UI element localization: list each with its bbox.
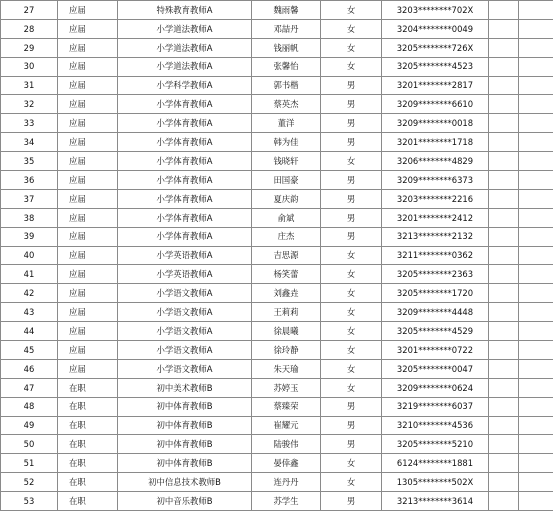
id-number-cell: 3211********0362: [382, 246, 489, 265]
table-row: [1, 322, 553, 341]
blank-cell: [489, 1, 519, 20]
id-number-cell: 3201********2412: [382, 208, 489, 227]
status-cell: 在职: [58, 454, 118, 473]
gender-cell: 女: [321, 322, 382, 341]
gender-cell: 女: [321, 341, 382, 360]
seq-cell: 47: [1, 378, 58, 397]
id-number-cell: 3209********4448: [382, 303, 489, 322]
table-row: [1, 416, 553, 435]
table-row: [1, 133, 553, 152]
status-cell: 应届: [58, 76, 118, 95]
seq-cell: 34: [1, 133, 58, 152]
status-cell: 应届: [58, 227, 118, 246]
position-cell: 小学英语教师A: [118, 246, 252, 265]
blank-cell: [519, 359, 553, 378]
name-cell: 晏倖鑫: [252, 454, 321, 473]
id-number-cell: 3201********1718: [382, 133, 489, 152]
blank-cell: [519, 171, 553, 190]
id-number-cell: 3213********3614: [382, 492, 489, 511]
status-cell: 在职: [58, 378, 118, 397]
blank-cell: [519, 57, 553, 76]
blank-cell: [489, 416, 519, 435]
table-row: [1, 492, 553, 511]
gender-cell: 男: [321, 397, 382, 416]
id-number-cell: 3205********0047: [382, 359, 489, 378]
id-number-cell: 3201********0722: [382, 341, 489, 360]
blank-cell: [519, 19, 553, 38]
blank-cell: [489, 76, 519, 95]
gender-cell: 男: [321, 189, 382, 208]
table-row: [1, 227, 553, 246]
gender-cell: 男: [321, 171, 382, 190]
gender-cell: 女: [321, 19, 382, 38]
status-cell: 应届: [58, 95, 118, 114]
blank-cell: [519, 1, 553, 20]
gender-cell: 男: [321, 95, 382, 114]
name-cell: 吉思源: [252, 246, 321, 265]
table-row: [1, 435, 553, 454]
position-cell: 小学道法教师A: [118, 57, 252, 76]
seq-cell: 41: [1, 265, 58, 284]
seq-cell: 27: [1, 1, 58, 20]
gender-cell: 女: [321, 284, 382, 303]
blank-cell: [489, 397, 519, 416]
name-cell: 蔡臻荣: [252, 397, 321, 416]
blank-cell: [519, 76, 553, 95]
id-number-cell: 3201********2817: [382, 76, 489, 95]
seq-cell: 32: [1, 95, 58, 114]
blank-cell: [489, 284, 519, 303]
table-row: [1, 57, 553, 76]
table-row: [1, 359, 553, 378]
position-cell: 初中体育教师B: [118, 454, 252, 473]
table-row: [1, 473, 553, 492]
status-cell: 应届: [58, 19, 118, 38]
status-cell: 应届: [58, 152, 118, 171]
table-row: [1, 246, 553, 265]
blank-cell: [489, 359, 519, 378]
status-cell: 应届: [58, 1, 118, 20]
name-cell: 张馨怡: [252, 57, 321, 76]
seq-cell: 37: [1, 189, 58, 208]
name-cell: 王莉莉: [252, 303, 321, 322]
position-cell: 小学体育教师A: [118, 227, 252, 246]
gender-cell: 女: [321, 38, 382, 57]
status-cell: 应届: [58, 189, 118, 208]
table-body: [1, 1, 553, 511]
name-cell: 田国豪: [252, 171, 321, 190]
table-row: [1, 38, 553, 57]
gender-cell: 女: [321, 473, 382, 492]
position-cell: 特殊教育教师A: [118, 1, 252, 20]
id-number-cell: 3205********1720: [382, 284, 489, 303]
name-cell: 陆骏伟: [252, 435, 321, 454]
id-number-cell: 3204********0049: [382, 19, 489, 38]
status-cell: 应届: [58, 133, 118, 152]
seq-cell: 33: [1, 114, 58, 133]
gender-cell: 男: [321, 492, 382, 511]
name-cell: 钱丽帆: [252, 38, 321, 57]
blank-cell: [519, 303, 553, 322]
status-cell: 在职: [58, 397, 118, 416]
blank-cell: [489, 95, 519, 114]
blank-cell: [489, 227, 519, 246]
position-cell: 初中体育教师B: [118, 435, 252, 454]
gender-cell: 女: [321, 265, 382, 284]
name-cell: 苏学生: [252, 492, 321, 511]
status-cell: 在职: [58, 416, 118, 435]
blank-cell: [519, 416, 553, 435]
seq-cell: 48: [1, 397, 58, 416]
table-row: [1, 397, 553, 416]
position-cell: 小学语文教师A: [118, 303, 252, 322]
id-number-cell: 3209********0018: [382, 114, 489, 133]
name-cell: 朱天瑜: [252, 359, 321, 378]
blank-cell: [489, 341, 519, 360]
status-cell: 应届: [58, 322, 118, 341]
position-cell: 小学体育教师A: [118, 171, 252, 190]
gender-cell: 女: [321, 152, 382, 171]
gender-cell: 男: [321, 416, 382, 435]
id-number-cell: 3206********4829: [382, 152, 489, 171]
seq-cell: 51: [1, 454, 58, 473]
blank-cell: [519, 435, 553, 454]
blank-cell: [519, 208, 553, 227]
name-cell: 庄杰: [252, 227, 321, 246]
name-cell: 苏婷玉: [252, 378, 321, 397]
table-row: [1, 152, 553, 171]
blank-cell: [519, 378, 553, 397]
blank-cell: [489, 492, 519, 511]
position-cell: 初中美术教师B: [118, 378, 252, 397]
position-cell: 初中体育教师B: [118, 397, 252, 416]
status-cell: 应届: [58, 265, 118, 284]
position-cell: 初中信息技术教师B: [118, 473, 252, 492]
table-row: [1, 378, 553, 397]
status-cell: 应届: [58, 57, 118, 76]
status-cell: 应届: [58, 38, 118, 57]
gender-cell: 男: [321, 208, 382, 227]
gender-cell: 女: [321, 303, 382, 322]
id-number-cell: 3209********0624: [382, 378, 489, 397]
gender-cell: 女: [321, 378, 382, 397]
id-number-cell: 3203********702X: [382, 1, 489, 20]
seq-cell: 43: [1, 303, 58, 322]
gender-cell: 男: [321, 114, 382, 133]
table-row: [1, 341, 553, 360]
id-number-cell: 3205********4529: [382, 322, 489, 341]
blank-cell: [519, 473, 553, 492]
table-row: [1, 95, 553, 114]
blank-cell: [519, 246, 553, 265]
blank-cell: [519, 227, 553, 246]
position-cell: 初中体育教师B: [118, 416, 252, 435]
name-cell: 钱晓轩: [252, 152, 321, 171]
status-cell: 在职: [58, 473, 118, 492]
seq-cell: 45: [1, 341, 58, 360]
gender-cell: 女: [321, 246, 382, 265]
name-cell: 郭书楷: [252, 76, 321, 95]
id-number-cell: 3213********2132: [382, 227, 489, 246]
blank-cell: [489, 322, 519, 341]
status-cell: 应届: [58, 359, 118, 378]
position-cell: 小学语文教师A: [118, 359, 252, 378]
position-cell: 小学体育教师A: [118, 189, 252, 208]
blank-cell: [489, 246, 519, 265]
position-cell: 小学英语教师A: [118, 265, 252, 284]
gender-cell: 男: [321, 435, 382, 454]
gender-cell: 男: [321, 227, 382, 246]
blank-cell: [489, 152, 519, 171]
status-cell: 在职: [58, 435, 118, 454]
name-cell: 崔耀元: [252, 416, 321, 435]
position-cell: 小学语文教师A: [118, 322, 252, 341]
name-cell: 刘鑫垚: [252, 284, 321, 303]
position-cell: 小学体育教师A: [118, 133, 252, 152]
blank-cell: [519, 133, 553, 152]
id-number-cell: 3209********6610: [382, 95, 489, 114]
table-row: [1, 1, 553, 20]
seq-cell: 29: [1, 38, 58, 57]
position-cell: 小学体育教师A: [118, 152, 252, 171]
name-cell: 徐玲静: [252, 341, 321, 360]
seq-cell: 36: [1, 171, 58, 190]
table-row: [1, 303, 553, 322]
status-cell: 应届: [58, 246, 118, 265]
blank-cell: [489, 303, 519, 322]
blank-cell: [489, 208, 519, 227]
id-number-cell: 3210********4536: [382, 416, 489, 435]
status-cell: 应届: [58, 341, 118, 360]
blank-cell: [489, 114, 519, 133]
blank-cell: [519, 189, 553, 208]
table-row: [1, 189, 553, 208]
seq-cell: 42: [1, 284, 58, 303]
seq-cell: 31: [1, 76, 58, 95]
blank-cell: [519, 397, 553, 416]
seq-cell: 50: [1, 435, 58, 454]
blank-cell: [519, 322, 553, 341]
name-cell: 蔡英杰: [252, 95, 321, 114]
blank-cell: [489, 189, 519, 208]
blank-cell: [519, 284, 553, 303]
status-cell: 应届: [58, 208, 118, 227]
id-number-cell: 3219********6037: [382, 397, 489, 416]
gender-cell: 女: [321, 359, 382, 378]
table-row: [1, 265, 553, 284]
blank-cell: [519, 114, 553, 133]
seq-cell: 53: [1, 492, 58, 511]
gender-cell: 男: [321, 76, 382, 95]
status-cell: 应届: [58, 284, 118, 303]
name-cell: 杨笑蕾: [252, 265, 321, 284]
seq-cell: 30: [1, 57, 58, 76]
blank-cell: [489, 378, 519, 397]
blank-cell: [489, 265, 519, 284]
status-cell: 应届: [58, 171, 118, 190]
id-number-cell: 6124********1881: [382, 454, 489, 473]
name-cell: 连丹丹: [252, 473, 321, 492]
blank-cell: [489, 435, 519, 454]
name-cell: 夏庆韵: [252, 189, 321, 208]
table-row: [1, 76, 553, 95]
gender-cell: 女: [321, 57, 382, 76]
blank-cell: [519, 152, 553, 171]
blank-cell: [489, 19, 519, 38]
table-row: [1, 454, 553, 473]
id-number-cell: 3203********2216: [382, 189, 489, 208]
blank-cell: [489, 57, 519, 76]
status-cell: 在职: [58, 492, 118, 511]
gender-cell: 女: [321, 454, 382, 473]
table-row: [1, 208, 553, 227]
id-number-cell: 3205********2363: [382, 265, 489, 284]
blank-cell: [519, 265, 553, 284]
blank-cell: [519, 492, 553, 511]
name-cell: 韩为佳: [252, 133, 321, 152]
table-row: [1, 284, 553, 303]
id-number-cell: 3205********5210: [382, 435, 489, 454]
seq-cell: 28: [1, 19, 58, 38]
seq-cell: 39: [1, 227, 58, 246]
id-number-cell: 3205********4523: [382, 57, 489, 76]
blank-cell: [519, 454, 553, 473]
status-cell: 应届: [58, 114, 118, 133]
position-cell: 小学语文教师A: [118, 284, 252, 303]
gender-cell: 女: [321, 1, 382, 20]
position-cell: 小学体育教师A: [118, 95, 252, 114]
blank-cell: [489, 133, 519, 152]
id-number-cell: 3205********726X: [382, 38, 489, 57]
position-cell: 初中音乐教师B: [118, 492, 252, 511]
blank-cell: [489, 171, 519, 190]
blank-cell: [519, 95, 553, 114]
seq-cell: 38: [1, 208, 58, 227]
blank-cell: [519, 341, 553, 360]
position-cell: 小学科学教师A: [118, 76, 252, 95]
id-number-cell: 3209********6373: [382, 171, 489, 190]
position-cell: 小学体育教师A: [118, 114, 252, 133]
name-cell: 邓喆丹: [252, 19, 321, 38]
seq-cell: 52: [1, 473, 58, 492]
table-row: [1, 171, 553, 190]
name-cell: 俞斌: [252, 208, 321, 227]
status-cell: 应届: [58, 303, 118, 322]
position-cell: 小学道法教师A: [118, 19, 252, 38]
seq-cell: 44: [1, 322, 58, 341]
blank-cell: [519, 38, 553, 57]
position-cell: 小学语文教师A: [118, 341, 252, 360]
gender-cell: 男: [321, 133, 382, 152]
seq-cell: 40: [1, 246, 58, 265]
name-cell: 董洋: [252, 114, 321, 133]
name-cell: 魏雨馨: [252, 1, 321, 20]
table-row: [1, 19, 553, 38]
position-cell: 小学道法教师A: [118, 38, 252, 57]
seq-cell: 49: [1, 416, 58, 435]
seq-cell: 35: [1, 152, 58, 171]
blank-cell: [489, 473, 519, 492]
seq-cell: 46: [1, 359, 58, 378]
id-number-cell: 1305********502X: [382, 473, 489, 492]
blank-cell: [489, 38, 519, 57]
name-cell: 徐晨曦: [252, 322, 321, 341]
table-row: [1, 114, 553, 133]
blank-cell: [489, 454, 519, 473]
position-cell: 小学体育教师A: [118, 208, 252, 227]
